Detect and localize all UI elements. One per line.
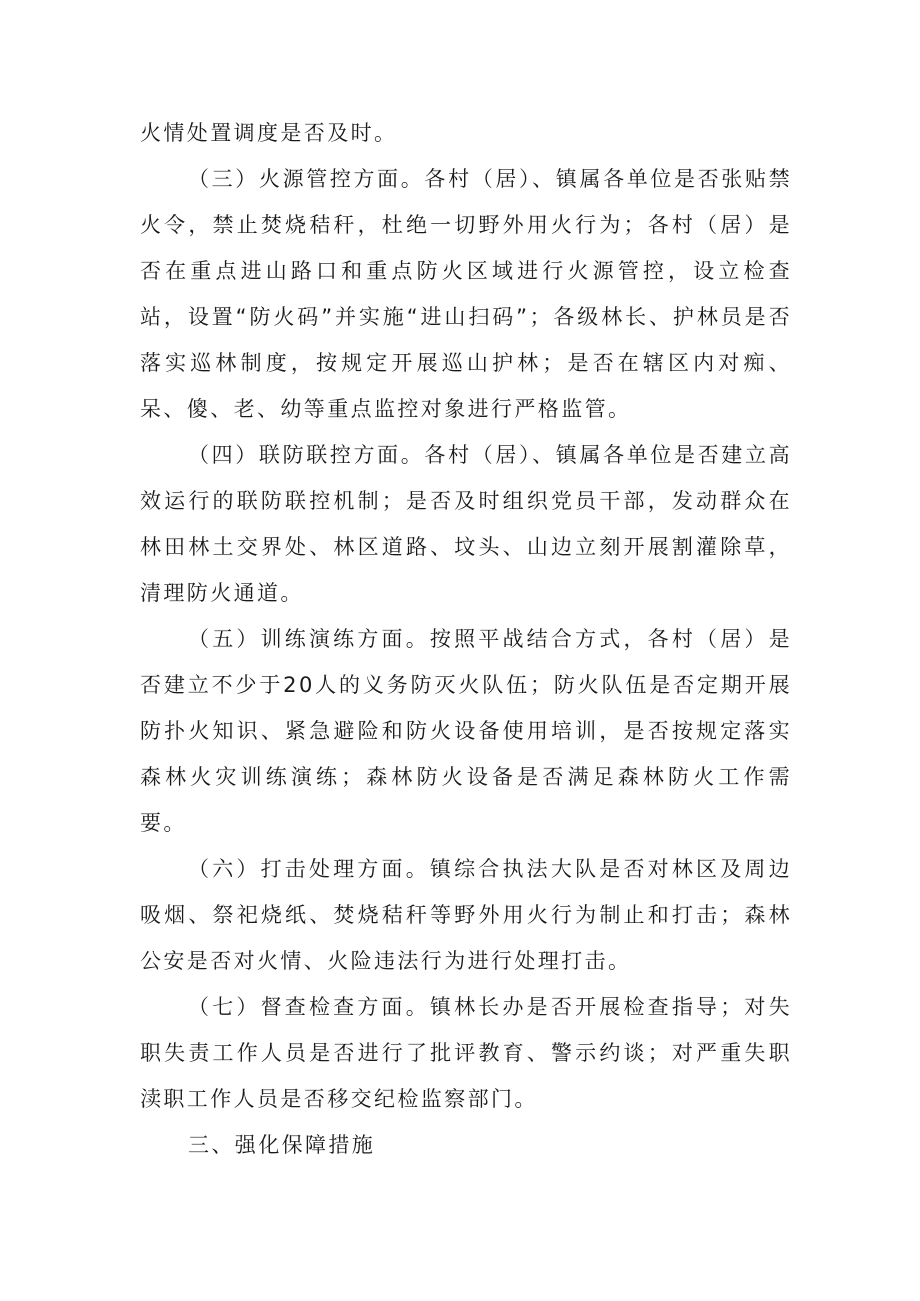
paragraph-enforcement: （六）打击处理方面。镇综合执法大队是否对林区及周边吸烟、祭祀烧纸、焚烧秸秆等野外用火行为制止和打击；森林公安是否对火情、火险违法行为进行处理打击。 bbox=[140, 857, 792, 973]
paragraph-joint-defense: （四）联防联控方面。各村（居）、镇属各单位是否建立高效运行的联防联控机制；是否及时组织党员干部，发动群众在林田林土交界处、林区道路、坟头、山边立刻开展割灌除草，清理防火通道。 bbox=[140, 443, 792, 605]
section-heading: 三、强化保障措施 bbox=[188, 1133, 376, 1157]
paragraph-continuation: 火情处置调度是否及时。 bbox=[140, 121, 398, 145]
paragraph-fire-source-control: （三）火源管控方面。各村（居）、镇属各单位是否张贴禁火令，禁止焚烧秸秆，杜绝一切野外用火行为；各村（居）是否在重点进山路口和重点防火区域进行火源管控，设立检查站，设置“防火码”并实施“进山扫码”；各级林长、护林员是否落实巡林制度，按规定开展巡山护林；是否在辖区内对痴、呆、傻、老、幼等重点监控对象进行严格监管。 bbox=[140, 167, 792, 421]
paragraph-supervision: （七）督查检查方面。镇林长办是否开展检查指导；对失职失责工作人员是否进行了批评教育、警示约谈；对严重失职渎职工作人员是否移交纪检监察部门。 bbox=[140, 995, 792, 1111]
paragraph-training-drills: （五）训练演练方面。按照平战结合方式，各村（居）是否建立不少于20人的义务防灭火队伍；防火队伍是否定期开展防扑火知识、紧急避险和防火设备使用培训，是否按规定落实森林火灾训练演练；森林防火设备是否满足森林防火工作需要。 bbox=[140, 627, 792, 835]
document-body bbox=[140, 110, 792, 1168]
